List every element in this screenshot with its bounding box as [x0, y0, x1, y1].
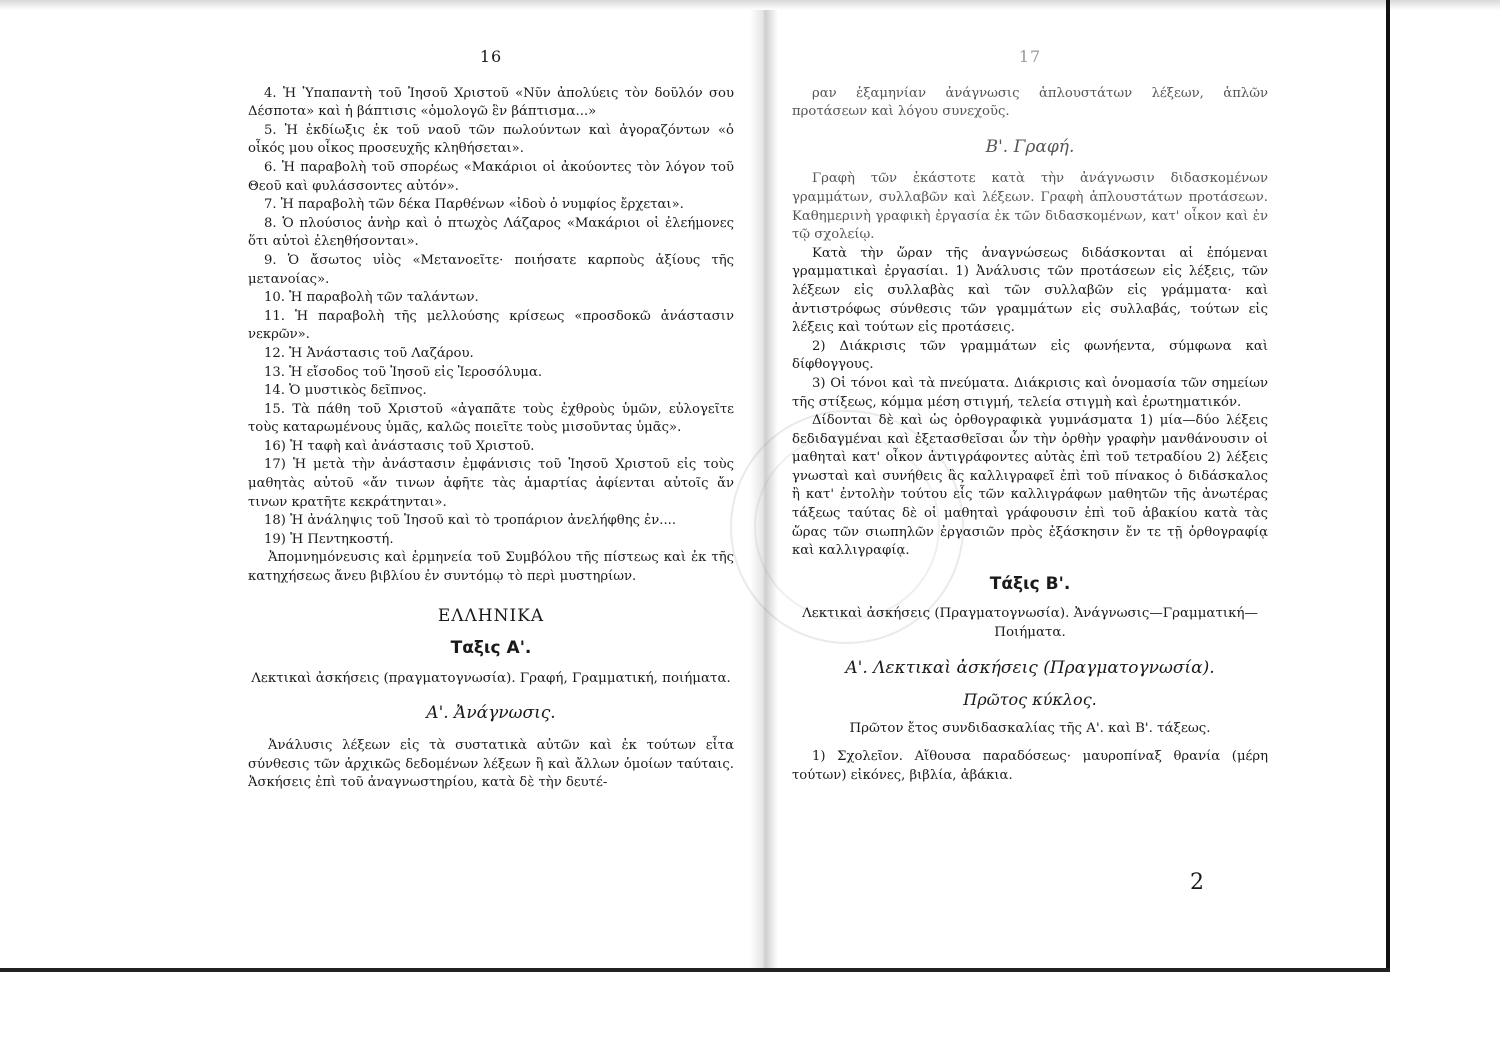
- sheet-signature-number: 2: [1190, 870, 1204, 895]
- section-title-greek: ΕΛΛΗΝΙΚΑ: [437, 605, 545, 626]
- list-item: 12. Ἡ Ἀνάστασις τοῦ Λαζάρου.: [264, 345, 474, 361]
- list-item: 17) Ἡ μετὰ τὴν ἀνάστασιν ἐμφάνισις τοῦ Ἰησοῦ Χριστοῦ εἰς τοὺς μαθητὰς αὐτοῦ «ἄν τινων ἀφῆτε τὰς ἁμαρτίας ἀφίενται αὐτοῖς ἄν τινων κρατῆτε κεκράτηνται».: [248, 457, 734, 510]
- right-page: [792, 48, 1268, 786]
- left-page: [248, 48, 734, 793]
- right-page-number: 17: [1018, 47, 1042, 66]
- list-item: 15. Τὰ πάθη τοῦ Χριστοῦ «ἀγαπᾶτε τοὺς ἐχθροὺς ὑμῶν, εὐλογεῖτε τοὺς καταρωμένους ὑμᾶς, καλῶς ποιεῖτε τοὺς μισοῦντας ὑμᾶς».: [248, 401, 734, 436]
- list-item: 8. Ὁ πλούσιος ἀνὴρ καὶ ὁ πτωχὸς Λάζαρος «Μακάριοι οἱ ἐλεήμονες ὅτι αὐτοὶ ἐλεηθήσονται».: [248, 215, 734, 250]
- list-item: 18) Ἡ ἀνάληψις τοῦ Ἰησοῦ καὶ τὸ τροπάριον ἀνελήφθης ἐν....: [264, 513, 677, 529]
- first-cycle-title: Πρῶτος κύκλος.: [963, 690, 1097, 710]
- reading-continuation: ραν ἑξαμηνίαν ἀνάγνωσις ἁπλουστάτων λέξεων, ἁπλῶν προτάσεων καὶ λόγου συνεχοῦς.: [792, 85, 1268, 120]
- school-paragraph: 1) Σχολεῖον. Αἴθουσα παραδόσεως· μαυροπίναξ θρανία (μέρη τούτων) εἰκόνες, βιβλία, ἀβάκια.: [792, 749, 1268, 783]
- class-a-title: Ταξις Α'.: [450, 638, 532, 659]
- writing-paragraph: Γραφὴ τῶν ἑκάστοτε κατὰ τὴν ἀνάγνωσιν διδασκομένων γραμμάτων, συλλαβῶν καὶ λέξεων. Γραφὴ ἁπλουστάτων προτάσεων. Καθημερινὴ γραφικὴ ἐργασία ἐκ τῶν διδασκομένων, κατ' οἶκον καὶ ἐν τῷ σχολείῳ.: [792, 171, 1268, 243]
- scan-top-edge: [0, 0, 1500, 10]
- scan-bottom-edge: [0, 968, 1390, 972]
- left-page-number: 16: [479, 47, 503, 66]
- list-item: 13. Ἡ εἴσοδος τοῦ Ἰησοῦ εἰς Ἱεροσόλυμα.: [264, 364, 543, 380]
- writing-subsection-title: Β'. Γραφή.: [985, 136, 1075, 157]
- grammar-item-3: 3) Οἱ τόνοι καὶ τὰ πνεύματα. Διάκρισις καὶ ὀνομασία τῶν σημείων τῆς στίξεως, κόμμα μέση στιγμή, τελεία στιγμὴ καὶ ἐρωτηματικόν.: [792, 375, 1268, 410]
- verbal-exercises-title: Α'. Λεκτικαὶ ἀσκήσεις (Πραγματογνωσία).: [845, 657, 1215, 678]
- catechism-summary: Ἀπομνημόνευσις καὶ ἑρμηνεία τοῦ Συμβόλου τῆς πίστεως καὶ ἐκ τῆς κατηχήσεως ἄνευ βιβλίου ἐν συντόμῳ τὸ περὶ μυστηρίων.: [248, 550, 734, 585]
- grammar-item-2: 2) Διάκρισις τῶν γραμμάτων εἰς φωνήεντα, σύμφωνα καὶ δίφθογγους.: [792, 338, 1268, 373]
- list-item: 11. Ἡ παραβολὴ τῆς μελλούσης κρίσεως «προσδοκῶ ἀνάστασιν νεκρῶν».: [248, 308, 734, 343]
- scan-right-edge: [1386, 0, 1390, 972]
- list-item: 6. Ἡ παραβολὴ τοῦ σπορέως «Μακάριοι οἱ ἀκούοντες τὸν λόγον τοῦ Θεοῦ καὶ φυλάσσοντες αὐτόν».: [248, 159, 734, 194]
- grammar-paragraph: Κατὰ τὴν ὥραν τῆς ἀναγνώσεως διδάσκονται αἱ ἑπόμεναι γραμματικαὶ ἐργασίαι. 1) Ἀνάλυσις τῶν προτάσεων εἰς λέξεις, τῶν λέξεων εἰς συλλαβὰς καὶ τῶν συλλαβῶν εἰς γράμματα· καὶ ἀντιστρόφως σύνθεσις τῶν γραμμάτων εἰς συλλαβάς, τούτων εἰς λέξεις καὶ τούτων εἰς προτάσεις.: [792, 245, 1268, 336]
- list-item: 19) Ἡ Πεντηκοστή.: [264, 531, 394, 547]
- class-b-description: Λεκτικαὶ ἀσκήσεις (Πραγματογνωσία). Ἀνάγνωσις—Γραμματική—Ποιήματα.: [802, 606, 1258, 641]
- first-year-line: Πρῶτον ἔτος συνδιδασκαλίας τῆς Α'. καὶ Β'. τάξεως.: [849, 720, 1211, 736]
- list-item: 10. Ἡ παραβολὴ τῶν ταλάντων.: [264, 290, 479, 306]
- list-item: 5. Ἡ ἐκδίωξις ἐκ τοῦ ναοῦ τῶν πωλούντων καὶ ἀγοραζόντων «ὁ οἶκός μου οἶκος προσευχῆς κληθήσεται».: [248, 122, 734, 157]
- lesson-list: [248, 85, 734, 550]
- reading-paragraph: Ἀνάλυσις λέξεων εἰς τὰ συστατικὰ αὐτῶν καὶ ἐκ τούτων εἶτα σύνθεσις τῶν ἀρχικῶς δεδομένων λέξεων ἢ καὶ ἄλλων ὁμοίων ταύταις. Ἀσκήσεις ἐπὶ τοῦ ἀναγνωστηρίου, κατὰ δὲ τὴν δευτέ-: [248, 738, 734, 791]
- class-b-title: Τάξις Β'.: [989, 573, 1071, 594]
- list-item: 14. Ὁ μυστικὸς δεῖπνος.: [264, 383, 427, 399]
- list-item: 16) Ἡ ταφὴ καὶ ἀνάστασις τοῦ Χριστοῦ.: [264, 438, 535, 454]
- class-a-description: Λεκτικαὶ ἀσκήσεις (πραγματογνωσία). Γραφή, Γραμματική, ποιήματα.: [251, 670, 731, 686]
- list-item: 7. Ἡ παραβολὴ τῶν δέκα Παρθένων «ἰδοὺ ὁ νυμφίος ἔρχεται».: [264, 197, 684, 213]
- list-item: 9. Ὁ ἄσωτος υἱὸς «Μετανοεῖτε· ποιήσατε καρποὺς ἀξίους τῆς μετανοίας».: [248, 252, 734, 287]
- list-item: 4. Ἡ Ὑπαπαντὴ τοῦ Ἰησοῦ Χριστοῦ «Νῦν ἀπολύεις τὸν δοῦλόν σου Δέσποτα» καὶ ἡ βάπτισις «ὁμολογῶ ἓν βάπτισμα...»: [248, 85, 734, 120]
- reading-subsection-title: Α'. Ἀνάγνωσις.: [426, 703, 556, 724]
- orthography-paragraph: Δίδονται δὲ καὶ ὡς ὀρθογραφικὰ γυμνάσματα 1) μία—δύο λέξεις δεδιδαγμέναι καὶ ἐξετασθεῖσαι ὧν τὴν ὀρθὴν γραφὴν μανθάνουσιν οἱ μαθηταὶ κατ' οἶκον ἀντιγράφοντες αὐτὰς ἐπὶ τοῦ τετραδίου 2) λέξεις γνωσταὶ καὶ συνήθεις ἃς καλλιγραφεῖ ἐπὶ τοῦ πίνακος ὁ διδάσκαλος ἢ κατ' ἐντολὴν τούτου εἷς τῶν καλλιγράφων μαθητῶν τῆς ἀνωτέρας τάξεως ταύτας δὲ οἱ μαθηταὶ γράφουσιν ἐπὶ τοῦ ἀβακίου κατὰ τὰς ὥρας τῶν σιωπηλῶν ἐργασιῶν πρὸς ἐξάσκησιν ἔν τε τῇ ὀρθογραφίᾳ καὶ καλλιγραφίᾳ.: [792, 413, 1268, 559]
